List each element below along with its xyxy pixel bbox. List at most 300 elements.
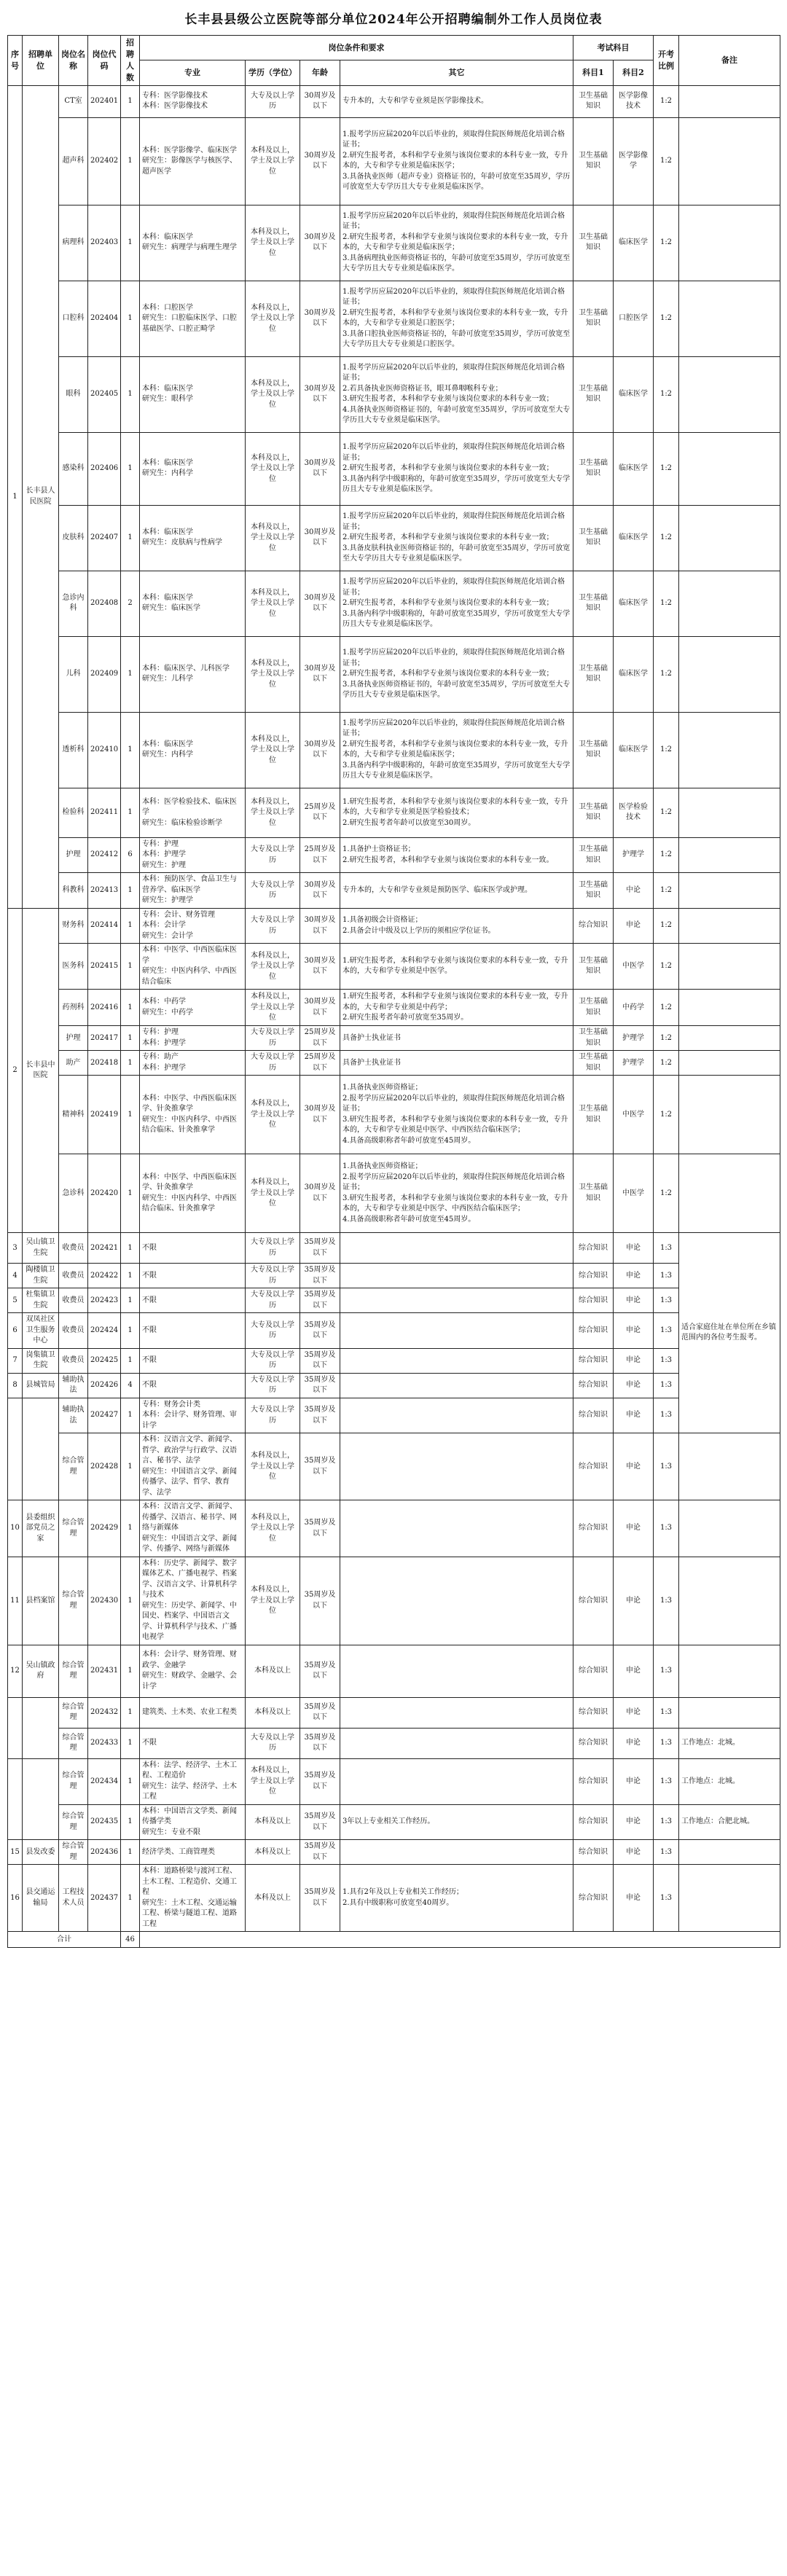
pos-name-cell: 眼科 xyxy=(59,356,88,432)
pos-name-cell: 急诊内科 xyxy=(59,571,88,636)
age-cell: 35周岁及以下 xyxy=(300,1313,340,1349)
header-edu: 学历（学位） xyxy=(246,60,300,85)
major-cell: 本科：历史学、新闻学、数字媒体艺术、广播电视学、档案学、汉语言文学、计算机科学与技术 研究生：历史学、新闻学、中国史、档案学、中国语言文学、计算机科学与技术、广播电视学 xyxy=(140,1557,246,1645)
age-cell: 35周岁及以下 xyxy=(300,1697,340,1728)
pos-name-cell: 护理 xyxy=(59,837,88,873)
table-row xyxy=(8,1697,780,1728)
age-cell: 30周岁及以下 xyxy=(300,205,340,281)
edu-cell: 大专及以上学历 xyxy=(246,837,300,873)
pos-name-cell: 收费员 xyxy=(59,1313,88,1349)
subj2-cell: 申论 xyxy=(614,1557,654,1645)
remark-cell: 适合家庭住址在单位所在乡镇范围内的各位考生报考。 xyxy=(679,1233,780,1433)
remark-cell xyxy=(679,1051,780,1076)
pos-code-cell: 202431 xyxy=(88,1645,121,1697)
subj1-cell: 综合知识 xyxy=(573,1313,614,1349)
age-cell: 35周岁及以下 xyxy=(300,1348,340,1373)
table-row xyxy=(8,712,780,788)
count-cell: 1 xyxy=(121,1840,140,1865)
pos-name-cell: 儿科 xyxy=(59,636,88,712)
ratio-cell: 1:2 xyxy=(654,85,679,117)
age-cell: 30周岁及以下 xyxy=(300,505,340,571)
subj2-cell: 申论 xyxy=(614,1804,654,1840)
header-pos-code: 岗位代码 xyxy=(88,36,121,86)
table-row xyxy=(8,990,780,1026)
header-exam-group: 考试科目 xyxy=(573,36,654,60)
page-title: 长丰县县级公立医院等部分单位2024年公开招聘编制外工作人员岗位表 xyxy=(184,12,603,27)
table-row xyxy=(8,571,780,636)
age-cell: 35周岁及以下 xyxy=(300,1233,340,1264)
age-cell: 35周岁及以下 xyxy=(300,1840,340,1865)
other-cell xyxy=(340,1288,573,1313)
major-cell: 不限 xyxy=(140,1264,246,1288)
header-other: 其它 xyxy=(340,60,573,85)
seq-cell: 1 xyxy=(8,85,23,908)
edu-cell: 大专及以上学历 xyxy=(246,1288,300,1313)
age-cell: 30周岁及以下 xyxy=(300,1076,340,1154)
ratio-cell: 1:2 xyxy=(654,788,679,837)
remark-cell: 工作地点：北城。 xyxy=(679,1758,780,1804)
major-cell: 本科：中医学、中西医临床医学、针灸推拿学 研究生：中医内科学、中西医结合临床、针灸推拿学 xyxy=(140,1154,246,1233)
header-subj2: 科目2 xyxy=(614,60,654,85)
subj2-cell: 申论 xyxy=(614,1865,654,1932)
table-row xyxy=(8,1264,780,1288)
edu-cell: 本科及以上，学士及以上学位 xyxy=(246,1758,300,1804)
subj1-cell: 综合知识 xyxy=(573,1840,614,1865)
major-cell: 不限 xyxy=(140,1313,246,1349)
other-cell: 专升本的，大专和学专业须是预防医学、临床医学或护理。 xyxy=(340,873,573,909)
subj2-cell: 临床医学 xyxy=(614,712,654,788)
pos-code-cell: 202417 xyxy=(88,1026,121,1051)
other-cell xyxy=(340,1645,573,1697)
subj2-cell: 申论 xyxy=(614,1758,654,1804)
other-cell xyxy=(340,1433,573,1500)
count-cell: 1 xyxy=(121,85,140,117)
seq-cell: 12 xyxy=(8,1645,23,1697)
pos-name-cell: 综合管理 xyxy=(59,1804,88,1840)
remark-cell xyxy=(679,1645,780,1697)
ratio-cell: 1:2 xyxy=(654,837,679,873)
pos-code-cell: 202411 xyxy=(88,788,121,837)
count-cell: 1 xyxy=(121,636,140,712)
age-cell: 25周岁及以下 xyxy=(300,837,340,873)
seq-cell: 5 xyxy=(8,1288,23,1313)
remark-cell: 工作地点：合肥北城。 xyxy=(679,1804,780,1840)
major-cell: 本科：临床医学 研究生：临床医学 xyxy=(140,571,246,636)
pos-name-cell: 综合管理 xyxy=(59,1500,88,1557)
subj1-cell: 卫生基础知识 xyxy=(573,1026,614,1051)
other-cell: 1.报考学历应届2020年以后毕业的，须取得住院医师规范化培训合格证书； 2.研究生报考者，本科和学专业须与该岗位要求的本科专业一致； 3.具备内科学中级职称的，年龄可放宽至35周岁，学历可放宽至大专学历且大专专业须是临床医学。 xyxy=(340,571,573,636)
other-cell: 3年以上专业相关工作经历。 xyxy=(340,1804,573,1840)
subj2-cell: 临床医学 xyxy=(614,356,654,432)
ratio-cell: 1:3 xyxy=(654,1500,679,1557)
major-cell: 专科：医学影像技术 本科：医学影像技术 xyxy=(140,85,246,117)
table-row xyxy=(8,1758,780,1804)
age-cell: 30周岁及以下 xyxy=(300,712,340,788)
edu-cell: 大专及以上学历 xyxy=(246,1313,300,1349)
table-row xyxy=(8,1026,780,1051)
pos-name-cell: 医务科 xyxy=(59,944,88,990)
unit-cell: 长丰县中医院 xyxy=(23,908,59,1233)
total-count: 46 xyxy=(121,1932,140,1948)
pos-name-cell: 精神科 xyxy=(59,1076,88,1154)
age-cell: 35周岁及以下 xyxy=(300,1865,340,1932)
subj2-cell: 申论 xyxy=(614,1840,654,1865)
header-unit: 招聘单位 xyxy=(23,36,59,86)
subj1-cell: 卫生基础知识 xyxy=(573,505,614,571)
table-row xyxy=(8,944,780,990)
pos-name-cell: 超声科 xyxy=(59,117,88,205)
edu-cell: 大专及以上学历 xyxy=(246,1264,300,1288)
table-row xyxy=(8,1154,780,1233)
age-cell: 30周岁及以下 xyxy=(300,281,340,356)
pos-code-cell: 202421 xyxy=(88,1233,121,1264)
age-cell: 35周岁及以下 xyxy=(300,1288,340,1313)
other-cell xyxy=(340,1373,573,1398)
subj2-cell: 护理学 xyxy=(614,1051,654,1076)
header-count: 招聘人数 xyxy=(121,36,140,86)
other-cell xyxy=(340,1264,573,1288)
count-cell: 1 xyxy=(121,1433,140,1500)
major-cell: 不限 xyxy=(140,1728,246,1758)
pos-name-cell: 综合管理 xyxy=(59,1645,88,1697)
pos-code-cell: 202409 xyxy=(88,636,121,712)
ratio-cell: 1:3 xyxy=(654,1264,679,1288)
edu-cell: 大专及以上学历 xyxy=(246,1026,300,1051)
other-cell xyxy=(340,1840,573,1865)
pos-code-cell: 202405 xyxy=(88,356,121,432)
count-cell: 1 xyxy=(121,1154,140,1233)
table-row xyxy=(8,281,780,356)
pos-name-cell: 收费员 xyxy=(59,1264,88,1288)
age-cell: 30周岁及以下 xyxy=(300,356,340,432)
subj2-cell: 中医学 xyxy=(614,1076,654,1154)
age-cell: 35周岁及以下 xyxy=(300,1557,340,1645)
unit-cell: 吴山镇卫生院 xyxy=(23,1233,59,1264)
pos-code-cell: 202416 xyxy=(88,990,121,1026)
major-cell: 专科：护理 本科：护理学 研究生：护理 xyxy=(140,837,246,873)
subj1-cell: 卫生基础知识 xyxy=(573,1076,614,1154)
total-label: 合计 xyxy=(8,1932,121,1948)
ratio-cell: 1:3 xyxy=(654,1840,679,1865)
unit-cell: 县城管局 xyxy=(23,1373,59,1398)
table-row xyxy=(8,837,780,873)
subj2-cell: 中论 xyxy=(614,873,654,909)
pos-code-cell: 202424 xyxy=(88,1313,121,1349)
pos-name-cell: 综合管理 xyxy=(59,1840,88,1865)
other-cell xyxy=(340,1500,573,1557)
edu-cell: 本科及以上，学士及以上学位 xyxy=(246,944,300,990)
remark-cell xyxy=(679,281,780,356)
header-age: 年龄 xyxy=(300,60,340,85)
age-cell: 30周岁及以下 xyxy=(300,990,340,1026)
table-row xyxy=(8,505,780,571)
subj1-cell: 卫生基础知识 xyxy=(573,205,614,281)
edu-cell: 本科及以上，学士及以上学位 xyxy=(246,1433,300,1500)
count-cell: 1 xyxy=(121,432,140,505)
other-cell xyxy=(340,1398,573,1433)
major-cell: 不限 xyxy=(140,1373,246,1398)
pos-code-cell: 202425 xyxy=(88,1348,121,1373)
pos-name-cell: 收费员 xyxy=(59,1348,88,1373)
ratio-cell: 1:2 xyxy=(654,1154,679,1233)
subj2-cell: 临床医学 xyxy=(614,636,654,712)
subj1-cell: 卫生基础知识 xyxy=(573,837,614,873)
other-cell: 1.报考学历应届2020年以后毕业的，须取得住院医师规范化培训合格证书； 2.研究生报考者，本科和学专业须与该岗位要求的本科专业一致，专升本的，大专和学专业须是临床医学； 3.具备病理执业医师资格证书的，年龄可放宽至35周岁，学历可放宽至大专学历且大专专业须是临床医学。 xyxy=(340,205,573,281)
pos-name-cell: 透析科 xyxy=(59,712,88,788)
header-cond-group: 岗位条件和要求 xyxy=(140,36,573,60)
unit-cell: 县交通运输局 xyxy=(23,1865,59,1932)
count-cell: 1 xyxy=(121,788,140,837)
ratio-cell: 1:3 xyxy=(654,1373,679,1398)
count-cell: 4 xyxy=(121,1373,140,1398)
remark-cell xyxy=(679,944,780,990)
pos-code-cell: 202423 xyxy=(88,1288,121,1313)
pos-name-cell: 科教科 xyxy=(59,873,88,909)
total-blank xyxy=(140,1932,780,1948)
subj1-cell: 综合知识 xyxy=(573,1557,614,1645)
seq-cell: 7 xyxy=(8,1348,23,1373)
count-cell: 1 xyxy=(121,1348,140,1373)
subj2-cell: 申论 xyxy=(614,1645,654,1697)
subj1-cell: 卫生基础知识 xyxy=(573,1154,614,1233)
subj2-cell: 医学检验技术 xyxy=(614,788,654,837)
count-cell: 1 xyxy=(121,1076,140,1154)
pos-code-cell: 202403 xyxy=(88,205,121,281)
remark-cell xyxy=(679,908,780,944)
count-cell: 1 xyxy=(121,712,140,788)
edu-cell: 本科及以上 xyxy=(246,1865,300,1932)
table-row xyxy=(8,1051,780,1076)
pos-code-cell: 202419 xyxy=(88,1076,121,1154)
subj1-cell: 卫生基础知识 xyxy=(573,571,614,636)
pos-name-cell: 综合管理 xyxy=(59,1697,88,1728)
other-cell: 1.研究生报考者，本科和学专业须与该岗位要求的本科专业一致，专升本的，大专和学专业须是中医学。 xyxy=(340,944,573,990)
ratio-cell: 1:2 xyxy=(654,505,679,571)
subj1-cell: 卫生基础知识 xyxy=(573,85,614,117)
edu-cell: 本科及以上，学士及以上学位 xyxy=(246,505,300,571)
table-row xyxy=(8,1840,780,1865)
header-subj1: 科目1 xyxy=(573,60,614,85)
ratio-cell: 1:2 xyxy=(654,356,679,432)
seq-cell xyxy=(8,1758,23,1840)
edu-cell: 本科及以上，学士及以上学位 xyxy=(246,712,300,788)
age-cell: 35周岁及以下 xyxy=(300,1645,340,1697)
ratio-cell: 1:2 xyxy=(654,990,679,1026)
remark-cell xyxy=(679,1500,780,1557)
pos-name-cell: 护理 xyxy=(59,1026,88,1051)
subj1-cell: 综合知识 xyxy=(573,1804,614,1840)
other-cell xyxy=(340,1758,573,1804)
subj2-cell: 申论 xyxy=(614,1313,654,1349)
remark-cell xyxy=(679,1697,780,1728)
count-cell: 1 xyxy=(121,1264,140,1288)
pos-name-cell: 感染科 xyxy=(59,432,88,505)
remark-cell xyxy=(679,505,780,571)
subj1-cell: 综合知识 xyxy=(573,1264,614,1288)
major-cell: 本科：中医学、中西医临床医学 研究生：中医内科学、中西医结合临床 xyxy=(140,944,246,990)
table-row xyxy=(8,1233,780,1264)
ratio-cell: 1:3 xyxy=(654,1433,679,1500)
subj1-cell: 综合知识 xyxy=(573,1288,614,1313)
edu-cell: 本科及以上，学士及以上学位 xyxy=(246,571,300,636)
table-row xyxy=(8,1865,780,1932)
pos-code-cell: 202402 xyxy=(88,117,121,205)
remark-cell xyxy=(679,712,780,788)
seq-cell: 3 xyxy=(8,1233,23,1264)
remark-cell xyxy=(679,1076,780,1154)
ratio-cell: 1:3 xyxy=(654,1557,679,1645)
ratio-cell: 1:2 xyxy=(654,432,679,505)
ratio-cell: 1:2 xyxy=(654,636,679,712)
seq-cell: 4 xyxy=(8,1264,23,1288)
subj1-cell: 综合知识 xyxy=(573,1697,614,1728)
ratio-cell: 1:2 xyxy=(654,1076,679,1154)
subj2-cell: 临床医学 xyxy=(614,505,654,571)
remark-cell xyxy=(679,1557,780,1645)
edu-cell: 大专及以上学历 xyxy=(246,1233,300,1264)
count-cell: 1 xyxy=(121,944,140,990)
edu-cell: 本科及以上 xyxy=(246,1645,300,1697)
ratio-cell: 1:3 xyxy=(654,1645,679,1697)
subj2-cell: 申论 xyxy=(614,1500,654,1557)
edu-cell: 本科及以上，学士及以上学位 xyxy=(246,1154,300,1233)
edu-cell: 本科及以上，学士及以上学位 xyxy=(246,1076,300,1154)
count-cell: 1 xyxy=(121,1288,140,1313)
remark-cell xyxy=(679,85,780,117)
age-cell: 30周岁及以下 xyxy=(300,432,340,505)
edu-cell: 本科及以上 xyxy=(246,1840,300,1865)
table-row xyxy=(8,1804,780,1840)
table-row xyxy=(8,432,780,505)
ratio-cell: 1:3 xyxy=(654,1288,679,1313)
subj2-cell: 中药学 xyxy=(614,990,654,1026)
other-cell: 1.报考学历应届2020年以后毕业的，须取得住院医师规范化培训合格证书； 2.研究生报考者，本科和学专业须与该岗位要求的本科专业一致，专升本的，大专和学专业须是临床医学； 3.具备内科学中级职称的，年龄可放宽至35周岁，学历可放宽至大专学历且大专专业须是临床医学。 xyxy=(340,712,573,788)
count-cell: 1 xyxy=(121,908,140,944)
total-row xyxy=(8,1932,780,1948)
pos-name-cell: 助产 xyxy=(59,1051,88,1076)
pos-name-cell: 皮肤科 xyxy=(59,505,88,571)
other-cell: 1.报考学历应届2020年以后毕业的，须取得住院医师规范化培训合格证书； 2.研究生报考者，本科和学专业须与该岗位要求的本科专业一致； 3.具备执业医师资格证书的，年龄可放宽至35周岁，学历可放宽至大专学历且大专专业须是临床医学。 xyxy=(340,636,573,712)
other-cell: 专升本的，大专和学专业须是医学影像技术。 xyxy=(340,85,573,117)
edu-cell: 本科及以上 xyxy=(246,1804,300,1840)
subj1-cell: 卫生基础知识 xyxy=(573,281,614,356)
pos-code-cell: 202418 xyxy=(88,1051,121,1076)
subj2-cell: 医学影像技术 xyxy=(614,85,654,117)
remark-cell xyxy=(679,356,780,432)
subj1-cell: 综合知识 xyxy=(573,1728,614,1758)
subj1-cell: 卫生基础知识 xyxy=(573,356,614,432)
pos-name-cell: 收费员 xyxy=(59,1288,88,1313)
age-cell: 30周岁及以下 xyxy=(300,117,340,205)
unit-cell: 吴山镇政府 xyxy=(23,1645,59,1697)
header-ratio: 开考比例 xyxy=(654,36,679,86)
table-row xyxy=(8,873,780,909)
subj1-cell: 综合知识 xyxy=(573,1433,614,1500)
count-cell: 1 xyxy=(121,990,140,1026)
pos-name-cell: 收费员 xyxy=(59,1233,88,1264)
count-cell: 1 xyxy=(121,117,140,205)
subj1-cell: 综合知识 xyxy=(573,908,614,944)
remark-cell xyxy=(679,1154,780,1233)
pos-code-cell: 202413 xyxy=(88,873,121,909)
other-cell: 1.报考学历应届2020年以后毕业的，须取得住院医师规范化培训合格证书； 2.研究生报考者，本科和学专业须与该岗位要求的本科专业一致； 3.具备内科学中级职称的，年龄可放宽至35周岁，学历可放宽至大专学历且大专专业须是临床医学。 xyxy=(340,432,573,505)
table-row xyxy=(8,205,780,281)
subj2-cell: 中医学 xyxy=(614,944,654,990)
edu-cell: 大专及以上学历 xyxy=(246,1728,300,1758)
remark-cell xyxy=(679,1865,780,1932)
pos-code-cell: 202401 xyxy=(88,85,121,117)
table-row xyxy=(8,636,780,712)
pos-code-cell: 202428 xyxy=(88,1433,121,1500)
major-cell: 本科：临床医学 研究生：皮肤病与性病学 xyxy=(140,505,246,571)
table-row xyxy=(8,788,780,837)
other-cell xyxy=(340,1348,573,1373)
major-cell: 本科：汉语言文学、新闻学、哲学、政治学与行政学、汉语言、秘书学、法学 研究生：中国语言文学、新闻传播学、法学、哲学、教育学、法学 xyxy=(140,1433,246,1500)
edu-cell: 本科及以上，学士及以上学位 xyxy=(246,205,300,281)
subj2-cell: 申论 xyxy=(614,1348,654,1373)
subj1-cell: 综合知识 xyxy=(573,1348,614,1373)
pos-name-cell: 财务科 xyxy=(59,908,88,944)
remark-cell xyxy=(679,788,780,837)
subj1-cell: 卫生基础知识 xyxy=(573,873,614,909)
pos-code-cell: 202422 xyxy=(88,1264,121,1288)
count-cell: 1 xyxy=(121,1051,140,1076)
major-cell: 本科：临床医学 研究生：内科学 xyxy=(140,432,246,505)
age-cell: 30周岁及以下 xyxy=(300,908,340,944)
age-cell: 30周岁及以下 xyxy=(300,944,340,990)
age-cell: 30周岁及以下 xyxy=(300,636,340,712)
major-cell: 专科：会计、财务管理 本科：会计学 研究生：会计学 xyxy=(140,908,246,944)
other-cell: 1.具备执业医师资格证； 2.报考学历应届2020年以后毕业的，须取得住院医师规范化培训合格证书； 3.研究生报考者，本科和学专业须与该岗位要求的本科专业一致，专升本的，大专和学专业须是中医学、中西医结合临床医学； 4.具备高级职称者年龄可放宽至45周岁。 xyxy=(340,1154,573,1233)
pos-name-cell: 综合管理 xyxy=(59,1758,88,1804)
major-cell: 不限 xyxy=(140,1288,246,1313)
subj1-cell: 综合知识 xyxy=(573,1865,614,1932)
count-cell: 1 xyxy=(121,873,140,909)
pos-name-cell: 病理科 xyxy=(59,205,88,281)
major-cell: 经济学类、工商管理类 xyxy=(140,1840,246,1865)
other-cell: 1.具备护士资格证书； 2.研究生报考者，本科和学专业须与该岗位要求的本科专业一致。 xyxy=(340,837,573,873)
count-cell: 2 xyxy=(121,571,140,636)
pos-name-cell: 口腔科 xyxy=(59,281,88,356)
pos-name-cell: 检验科 xyxy=(59,788,88,837)
age-cell: 35周岁及以下 xyxy=(300,1433,340,1500)
unit-cell xyxy=(23,1697,59,1758)
subj1-cell: 卫生基础知识 xyxy=(573,432,614,505)
subj2-cell: 临床医学 xyxy=(614,205,654,281)
edu-cell: 大专及以上学历 xyxy=(246,873,300,909)
edu-cell: 本科及以上，学士及以上学位 xyxy=(246,1500,300,1557)
subj2-cell: 申论 xyxy=(614,1697,654,1728)
ratio-cell: 1:2 xyxy=(654,873,679,909)
subj1-cell: 卫生基础知识 xyxy=(573,944,614,990)
subj2-cell: 申论 xyxy=(614,1728,654,1758)
pos-name-cell: 急诊科 xyxy=(59,1154,88,1233)
pos-code-cell: 202436 xyxy=(88,1840,121,1865)
pos-name-cell: 药剂科 xyxy=(59,990,88,1026)
major-cell: 专科：护理 本科：护理学 xyxy=(140,1026,246,1051)
unit-cell: 县委组织部党员之家 xyxy=(23,1500,59,1557)
other-cell xyxy=(340,1233,573,1264)
seq-cell: 15 xyxy=(8,1840,23,1865)
subj2-cell: 申论 xyxy=(614,1264,654,1288)
pos-code-cell: 202429 xyxy=(88,1500,121,1557)
age-cell: 35周岁及以下 xyxy=(300,1264,340,1288)
other-cell: 1.研究生报考者，本科和学专业须与该岗位要求的本科专业一致，专升本的，大专和学专业须是医学检验技术； 2.研究生报考者年龄可以放宽至30周岁。 xyxy=(340,788,573,837)
subj2-cell: 临床医学 xyxy=(614,432,654,505)
pos-name-cell: 辅助执法 xyxy=(59,1398,88,1433)
table-row xyxy=(8,908,780,944)
remark-cell xyxy=(679,432,780,505)
